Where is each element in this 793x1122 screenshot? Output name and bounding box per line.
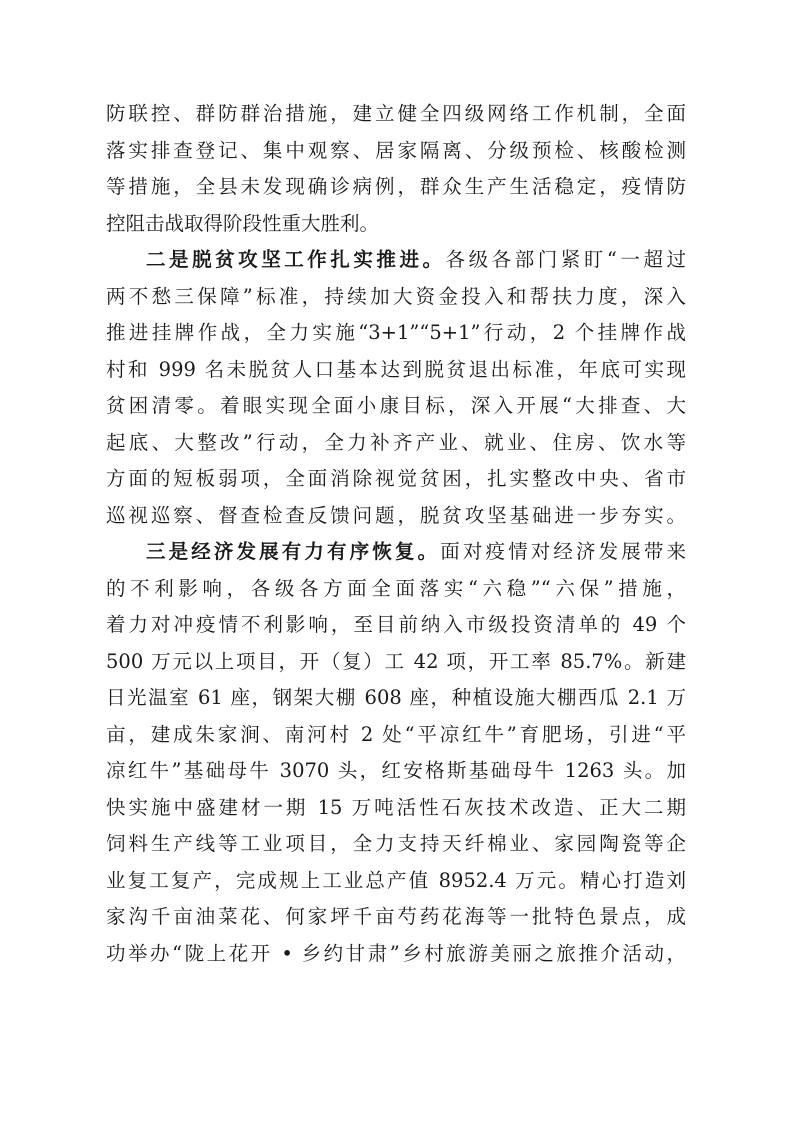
text-line: 等措施，全县未发现确诊病例，群众生产生活稳定，疫情防 bbox=[106, 175, 686, 198]
text-line: 防联控、群防群治措施，建立健全四级网络工作机制，全面 bbox=[106, 102, 686, 125]
text-line: 贫困清零。着眼实现全面小康目标，深入开展“大排查、大 bbox=[106, 394, 686, 417]
text-line: 巡视巡察、督查检查反馈问题，脱贫攻坚基础进一步夯实。 bbox=[106, 503, 686, 527]
text-line: 着力对冲疫情不利影响，至目前纳入市级投资清单的 49 个 bbox=[106, 613, 686, 636]
text-line: 起底、大整改”行动，全力补齐产业、就业、住房、饮水等 bbox=[106, 430, 686, 454]
text-line: 推进挂牌作战，全力实施“3+1”“5+1”行动，2 个挂牌作战 bbox=[106, 321, 686, 344]
document-body bbox=[106, 96, 686, 972]
paragraph-text: 面对疫情对经济发展带来 bbox=[440, 540, 686, 563]
paragraph-lead: 二是脱贫攻坚工作扎实推进。 bbox=[146, 248, 446, 271]
text-line: 家沟千亩油菜花、何家坪千亩芍药花海等一批特色景点，成 bbox=[106, 905, 686, 928]
paragraph-poverty-alleviation bbox=[106, 242, 686, 534]
text-line: 控阻击战取得阶段性重大胜利。 bbox=[106, 211, 380, 235]
text-line: 功举办“陇上花开 • 乡约甘肃”乡村旅游美丽之旅推介活动， bbox=[106, 941, 686, 965]
text-line bbox=[106, 534, 686, 571]
paragraph-text: 各级各部门紧盯“一超过 bbox=[445, 248, 686, 271]
text-line: 业复工复产，完成规上工业总产值 8952.4 万元。精心打造刘 bbox=[106, 868, 686, 892]
text-line: 的不利影响，各级各方面全面落实“六稳”“六保”措施， bbox=[106, 576, 686, 600]
text-line: 日光温室 61 座，钢架大棚 608 座，种植设施大棚西瓜 2.1 万 bbox=[106, 686, 686, 709]
paragraph-economic-recovery bbox=[106, 534, 686, 972]
text-line: 快实施中盛建材一期 15 万吨活性石灰技术改造、正大二期 bbox=[106, 795, 686, 819]
text-line: 500 万元以上项目，开（复）工 42 项，开工率 85.7%。新建 bbox=[106, 649, 686, 673]
paragraph-epidemic-control bbox=[106, 96, 686, 242]
text-line: 凉红牛”基础母牛 3070 头，红安格斯基础母牛 1263 头。加 bbox=[106, 759, 686, 782]
text-line: 方面的短板弱项，全面消除视觉贫困，扎实整改中央、省市 bbox=[106, 467, 686, 490]
text-line: 饲料生产线等工业项目，全力支持天纤棉业、家园陶瓷等企 bbox=[106, 832, 686, 855]
text-line: 亩，建成朱家涧、南河村 2 处“平凉红牛”育肥场，引进“平 bbox=[106, 722, 686, 746]
text-line: 两不愁三保障”标准，持续加大资金投入和帮扶力度，深入 bbox=[106, 284, 686, 308]
text-line: 村和 999 名未脱贫人口基本达到脱贫退出标准，年底可实现 bbox=[106, 357, 686, 381]
text-line: 落实排查登记、集中观察、居家隔离、分级预检、核酸检测 bbox=[106, 138, 686, 162]
text-line bbox=[106, 242, 686, 279]
paragraph-lead: 三是经济发展有力有序恢复。 bbox=[146, 540, 441, 563]
